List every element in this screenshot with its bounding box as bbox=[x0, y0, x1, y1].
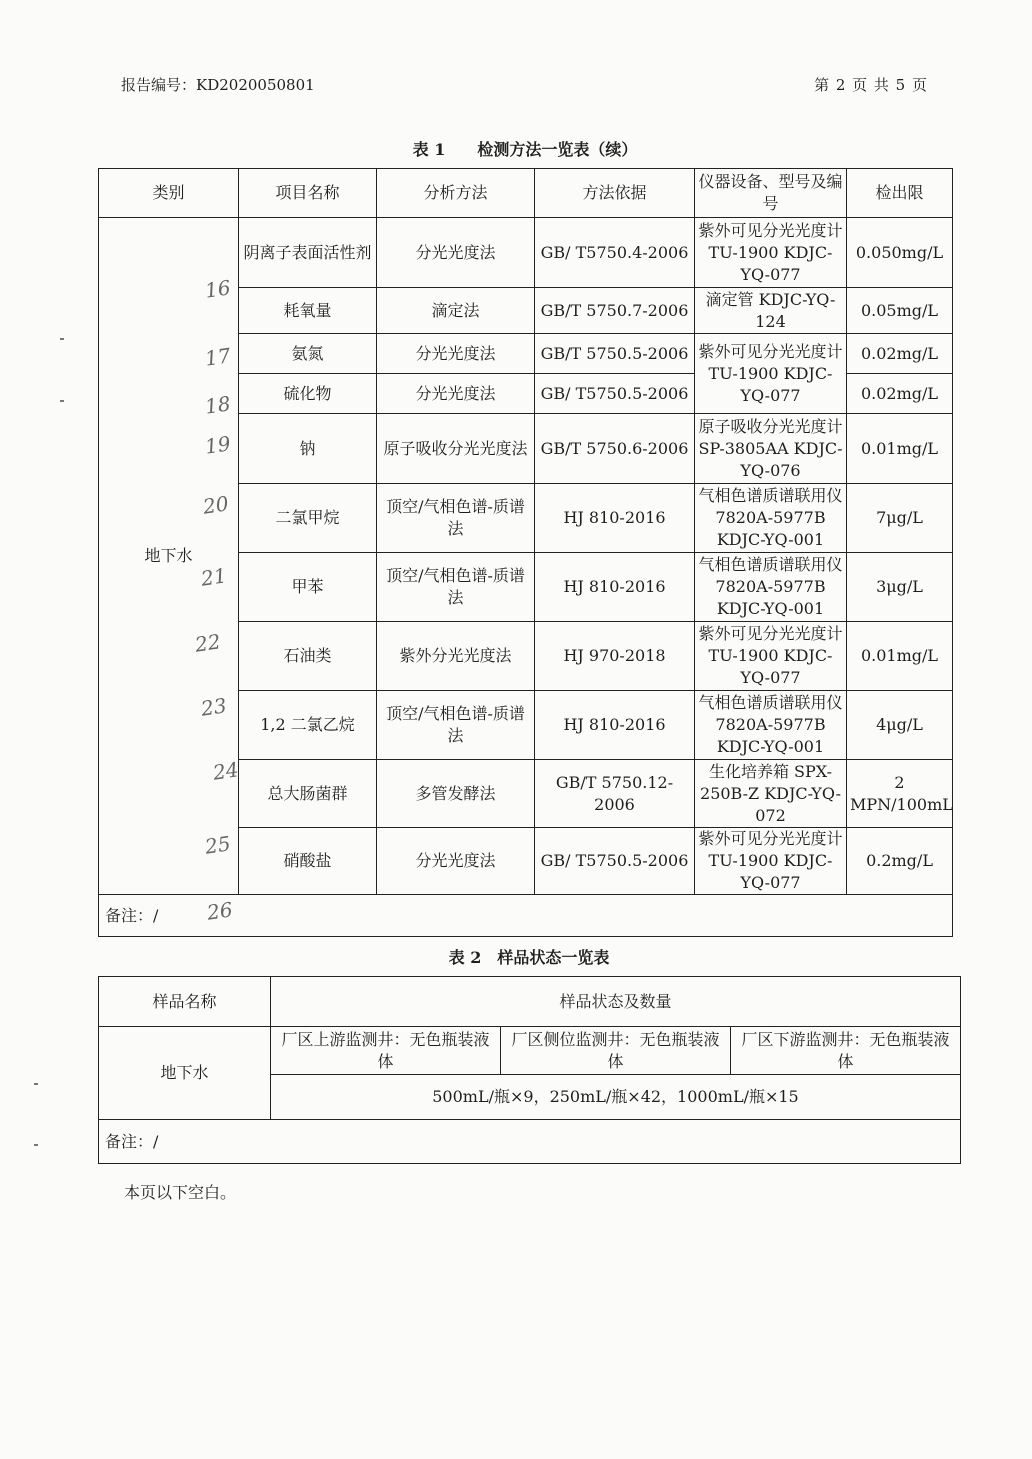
row-number-handwritten: 17 bbox=[203, 343, 232, 371]
row-number-handwritten: 23 bbox=[199, 693, 228, 721]
sample-status-table bbox=[98, 976, 961, 1164]
method-basis: GB/T 5750.6-2006 bbox=[535, 414, 695, 484]
scan-mark bbox=[34, 1083, 38, 1085]
scan-mark bbox=[60, 400, 64, 402]
sample-state-upstream: 厂区上游监测井：无色瓶装液体 bbox=[271, 1027, 501, 1075]
item-name: 硫化物 bbox=[239, 374, 377, 414]
equipment: 气相色谱质谱联用仪 7820A-5977B KDJC-YQ-001 bbox=[695, 691, 847, 760]
method-basis: GB/ T5750.5-2006 bbox=[535, 374, 695, 414]
detection-limit: 0.02mg/L bbox=[847, 374, 953, 414]
col-header-item: 项目名称 bbox=[239, 169, 377, 218]
item-name: 耗氧量 bbox=[239, 288, 377, 334]
table-row bbox=[99, 218, 953, 288]
table-header-row bbox=[99, 977, 961, 1027]
item-name: 1,2 二氯乙烷 bbox=[239, 691, 377, 760]
analysis-method: 顶空/气相色谱-质谱法 bbox=[377, 553, 535, 622]
method-basis: GB/T 5750.7-2006 bbox=[535, 288, 695, 334]
row-number-handwritten: 16 bbox=[203, 275, 232, 303]
equipment: 气相色谱质谱联用仪 7820A-5977B KDJC-YQ-001 bbox=[695, 484, 847, 553]
item-name: 甲苯 bbox=[239, 553, 377, 622]
item-name: 钠 bbox=[239, 414, 377, 484]
table1-caption: 表 1 检测方法一览表（续） bbox=[412, 140, 638, 159]
col-header-sample-name: 样品名称 bbox=[99, 977, 271, 1027]
equipment: 原子吸收分光光度计 SP-3805AA KDJC-YQ-076 bbox=[695, 414, 847, 484]
methods-table bbox=[98, 168, 953, 937]
detection-limit: 0.2mg/L bbox=[847, 828, 953, 895]
analysis-method: 顶空/气相色谱-质谱法 bbox=[377, 484, 535, 553]
detection-limit: 0.01mg/L bbox=[847, 622, 953, 691]
col-header-limit: 检出限 bbox=[847, 169, 953, 218]
sample-quantity: 500mL/瓶×9，250mL/瓶×42，1000mL/瓶×15 bbox=[271, 1075, 961, 1120]
item-name: 二氯甲烷 bbox=[239, 484, 377, 553]
item-name: 阴离子表面活性剂 bbox=[239, 218, 377, 288]
equipment: 紫外可见分光光度计 TU-1900 KDJC-YQ-077 bbox=[695, 218, 847, 288]
blank-page-note: 本页以下空白。 bbox=[124, 1183, 237, 1202]
item-name: 总大肠菌群 bbox=[239, 760, 377, 828]
method-basis: HJ 970-2018 bbox=[535, 622, 695, 691]
col-header-sample-status: 样品状态及数量 bbox=[271, 977, 961, 1027]
col-header-category: 类别 bbox=[99, 169, 239, 218]
analysis-method: 紫外分光光度法 bbox=[377, 622, 535, 691]
row-number-handwritten: 24 bbox=[211, 757, 240, 785]
col-header-basis: 方法依据 bbox=[535, 169, 695, 218]
detection-limit: 0.05mg/L bbox=[847, 288, 953, 334]
analysis-method: 分光光度法 bbox=[377, 374, 535, 414]
detection-limit: 7μg/L bbox=[847, 484, 953, 553]
col-header-equipment: 仪器设备、型号及编号 bbox=[695, 169, 847, 218]
sample-state-downstream: 厂区下游监测井：无色瓶装液体 bbox=[731, 1027, 961, 1075]
analysis-method: 顶空/气相色谱-质谱法 bbox=[377, 691, 535, 760]
detection-limit: 4μg/L bbox=[847, 691, 953, 760]
sample-name: 地下水 bbox=[99, 1027, 271, 1120]
analysis-method: 分光光度法 bbox=[377, 334, 535, 374]
detection-limit: 2 MPN/100mL bbox=[847, 760, 953, 828]
method-basis: GB/ T5750.4-2006 bbox=[535, 218, 695, 288]
method-basis: HJ 810-2016 bbox=[535, 691, 695, 760]
col-header-method: 分析方法 bbox=[377, 169, 535, 218]
method-basis: HJ 810-2016 bbox=[535, 484, 695, 553]
item-name: 氨氮 bbox=[239, 334, 377, 374]
method-basis: GB/T 5750.5-2006 bbox=[535, 334, 695, 374]
equipment: 紫外可见分光光度计 TU-1900 KDJC-YQ-077 bbox=[695, 622, 847, 691]
analysis-method: 分光光度法 bbox=[377, 218, 535, 288]
table-header-row bbox=[99, 169, 953, 218]
row-number-handwritten: 20 bbox=[201, 491, 230, 519]
method-basis: HJ 810-2016 bbox=[535, 553, 695, 622]
detection-limit: 0.01mg/L bbox=[847, 414, 953, 484]
report-number: 报告编号：KD2020050801 bbox=[121, 76, 315, 94]
analysis-method: 原子吸收分光光度法 bbox=[377, 414, 535, 484]
row-number-handwritten: 21 bbox=[199, 563, 228, 591]
item-name: 石油类 bbox=[239, 622, 377, 691]
equipment: 滴定管 KDJC-YQ-124 bbox=[695, 288, 847, 334]
analysis-method: 滴定法 bbox=[377, 288, 535, 334]
analysis-method: 多管发酵法 bbox=[377, 760, 535, 828]
table-row bbox=[99, 1027, 961, 1075]
page-info: 第 2 页 共 5 页 bbox=[814, 76, 928, 94]
method-basis: GB/ T5750.5-2006 bbox=[535, 828, 695, 895]
row-number-handwritten: 25 bbox=[203, 831, 232, 859]
sample-state-side: 厂区侧位监测井：无色瓶装液体 bbox=[501, 1027, 731, 1075]
row-number-handwritten: 22 bbox=[193, 629, 222, 657]
row-number-handwritten: 18 bbox=[203, 391, 232, 419]
table2-note: 备注：/ bbox=[99, 1120, 961, 1164]
row-number-handwritten: 19 bbox=[203, 431, 232, 459]
category-label: 地下水 bbox=[144, 546, 193, 565]
detection-limit: 0.02mg/L bbox=[847, 334, 953, 374]
scan-mark bbox=[60, 338, 64, 340]
table1-note: 备注：/ bbox=[99, 895, 953, 937]
equipment: 紫外可见分光光度计 TU-1900 KDJC-YQ-077 bbox=[695, 828, 847, 895]
method-basis: GB/T 5750.12-2006 bbox=[535, 760, 695, 828]
item-name: 硝酸盐 bbox=[239, 828, 377, 895]
analysis-method: 分光光度法 bbox=[377, 828, 535, 895]
row-number-handwritten: 26 bbox=[205, 897, 234, 925]
table2-caption: 表 2 样品状态一览表 bbox=[448, 948, 610, 967]
detection-limit: 3μg/L bbox=[847, 553, 953, 622]
equipment: 生化培养箱 SPX-250B-Z KDJC-YQ-072 bbox=[695, 760, 847, 828]
detection-limit: 0.050mg/L bbox=[847, 218, 953, 288]
note-row bbox=[99, 1120, 961, 1164]
equipment: 紫外可见分光光度计 TU-1900 KDJC-YQ-077 bbox=[695, 334, 847, 414]
scan-mark bbox=[34, 1144, 38, 1146]
equipment: 气相色谱质谱联用仪 7820A-5977B KDJC-YQ-001 bbox=[695, 553, 847, 622]
